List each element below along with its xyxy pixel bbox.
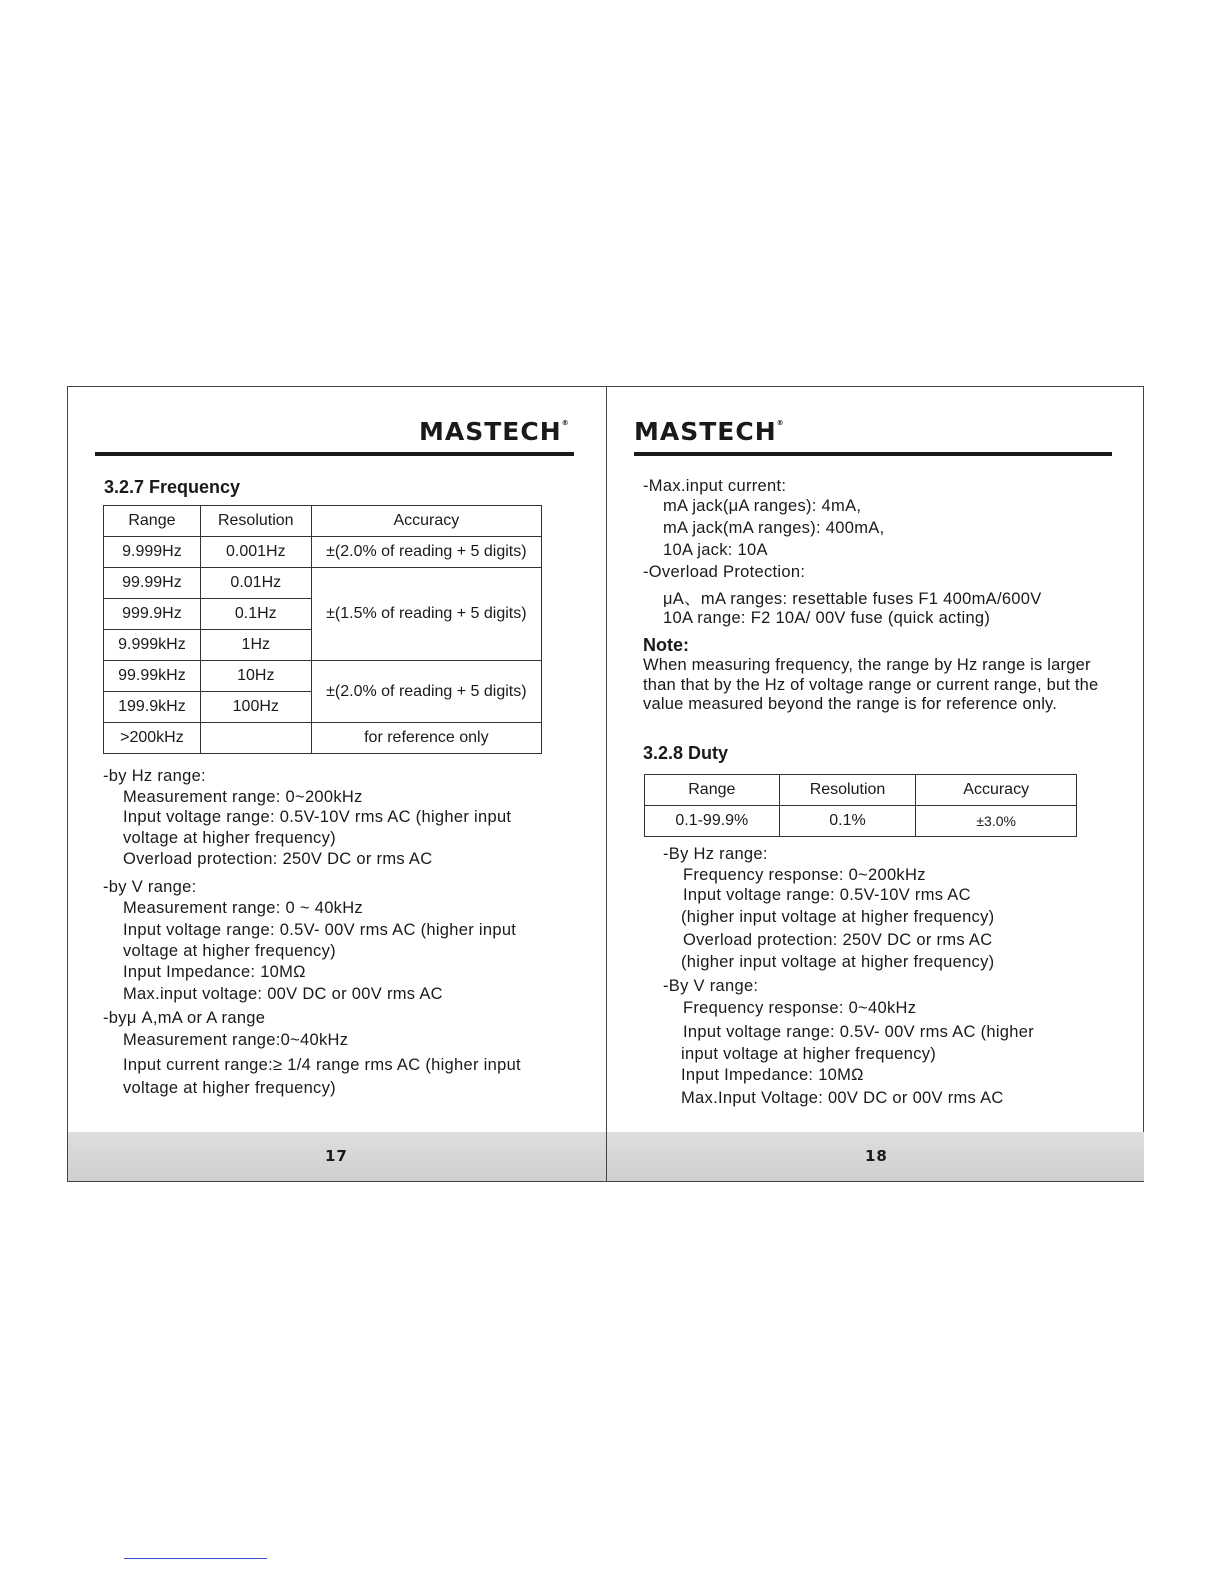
page-17 (68, 387, 607, 1181)
table-cell: ±(2.0% of reading + 5 digits) (311, 661, 541, 723)
header-rule (634, 452, 1112, 456)
text-line: Max.input voltage: 00V DC or 00V rms AC (123, 985, 443, 1003)
text-line: -byμ A,mA or A range (103, 1009, 266, 1027)
table-header: Resolution (779, 775, 916, 806)
table-cell: 99.99kHz (104, 661, 201, 692)
brand-logo: MASTECH® (634, 417, 785, 446)
table-cell (200, 723, 311, 754)
text-line: Measurement range: 0~200kHz (123, 788, 363, 806)
bottom-underline (124, 1558, 267, 1559)
text-line: (higher input voltage at higher frequency) (681, 953, 995, 971)
text-line: mA jack(μA ranges): 4mA, (663, 497, 862, 515)
text-line: Input Impedance: 10MΩ (123, 963, 306, 981)
table-cell: for reference only (311, 723, 541, 754)
table-cell: 0.001Hz (200, 537, 311, 568)
text-line: -Max.input current: (643, 477, 787, 495)
table-header: Range (104, 506, 201, 537)
table-cell: 10Hz (200, 661, 311, 692)
table-cell: 9.999Hz (104, 537, 201, 568)
table-header: Accuracy (311, 506, 541, 537)
text-line: Input voltage range: 0.5V-10V rms AC (higher input (123, 808, 512, 826)
text-line: -by V range: (103, 878, 197, 896)
page-18 (607, 387, 1144, 1181)
table-header: Resolution (200, 506, 311, 537)
text-line: Input voltage range: 0.5V- 00V rms AC (higher (683, 1023, 1035, 1041)
section-heading: 3.2.7 Frequency (104, 477, 241, 497)
table-cell: 0.01Hz (200, 568, 311, 599)
text-line: Input current range:≥ 1/4 range rms AC (higher input (123, 1056, 521, 1074)
text-line: Frequency response: 0~40kHz (683, 999, 917, 1017)
page-footer (68, 1132, 606, 1181)
section-heading: 3.2.8 Duty (643, 743, 729, 763)
table-cell: 999.9Hz (104, 599, 201, 630)
table-header: Range (645, 775, 780, 806)
page-number: 17 (325, 1147, 348, 1165)
text-line: voltage at higher frequency) (123, 942, 336, 960)
text-line: mA jack(mA ranges): 400mA, (663, 519, 885, 537)
table-cell: 0.1-99.9% (645, 806, 780, 837)
text-line: Input voltage range: 0.5V-10V rms AC (683, 886, 971, 904)
text-line: -by Hz range: (103, 767, 206, 785)
text-line: μA、mA ranges: resettable fuses F1 400mA/600V (663, 590, 1042, 608)
manual-spread (67, 386, 1144, 1182)
table-cell: 99.99Hz (104, 568, 201, 599)
table-cell: ±(1.5% of reading + 5 digits) (311, 568, 541, 661)
duty-table (644, 774, 1077, 837)
text-line: 10A range: F2 10A/ 00V fuse (quick acting) (663, 609, 991, 627)
table-cell: 100Hz (200, 692, 311, 723)
text-line: Overload protection: 250V DC or rms AC (683, 931, 993, 949)
table-header: Accuracy (916, 775, 1077, 806)
text-line: -Overload Protection: (643, 563, 806, 581)
frequency-table (103, 505, 542, 754)
page-footer (607, 1132, 1144, 1181)
table-cell: ±(2.0% of reading + 5 digits) (311, 537, 541, 568)
text-line: Frequency response: 0~200kHz (683, 866, 926, 884)
text-line: 10A jack: 10A (663, 541, 768, 559)
text-line: voltage at higher frequency) (123, 1079, 336, 1097)
text-line: -By V range: (663, 977, 759, 995)
brand-logo: MASTECH® (419, 417, 570, 446)
table-cell: >200kHz (104, 723, 201, 754)
text-line: Input voltage range: 0.5V- 00V rms AC (higher input (123, 921, 517, 939)
page-number: 18 (865, 1147, 888, 1165)
text-line: (higher input voltage at higher frequency) (681, 908, 995, 926)
text-line: Measurement range: 0 ~ 40kHz (123, 899, 363, 917)
text-line: Overload protection: 250V DC or rms AC (123, 850, 433, 868)
table-cell: ±3.0% (916, 806, 1077, 837)
note-heading: Note: (643, 635, 689, 655)
table-cell: 199.9kHz (104, 692, 201, 723)
header-rule (95, 452, 574, 456)
table-cell: 0.1Hz (200, 599, 311, 630)
text-line: Max.Input Voltage: 00V DC or 00V rms AC (681, 1089, 1004, 1107)
note-text: When measuring frequency, the range by Hz range is larger than that by the Hz of voltage range or current range, but the value measured beyond the range is for reference only. (643, 656, 1099, 713)
text-line: input voltage at higher frequency) (681, 1045, 937, 1063)
text-line: -By Hz range: (663, 845, 768, 863)
table-cell: 9.999kHz (104, 630, 201, 661)
text-line: Input Impedance: 10MΩ (681, 1066, 864, 1084)
table-cell: 0.1% (779, 806, 916, 837)
table-cell: 1Hz (200, 630, 311, 661)
text-line: voltage at higher frequency) (123, 829, 336, 847)
text-line: Measurement range:0~40kHz (123, 1031, 349, 1049)
